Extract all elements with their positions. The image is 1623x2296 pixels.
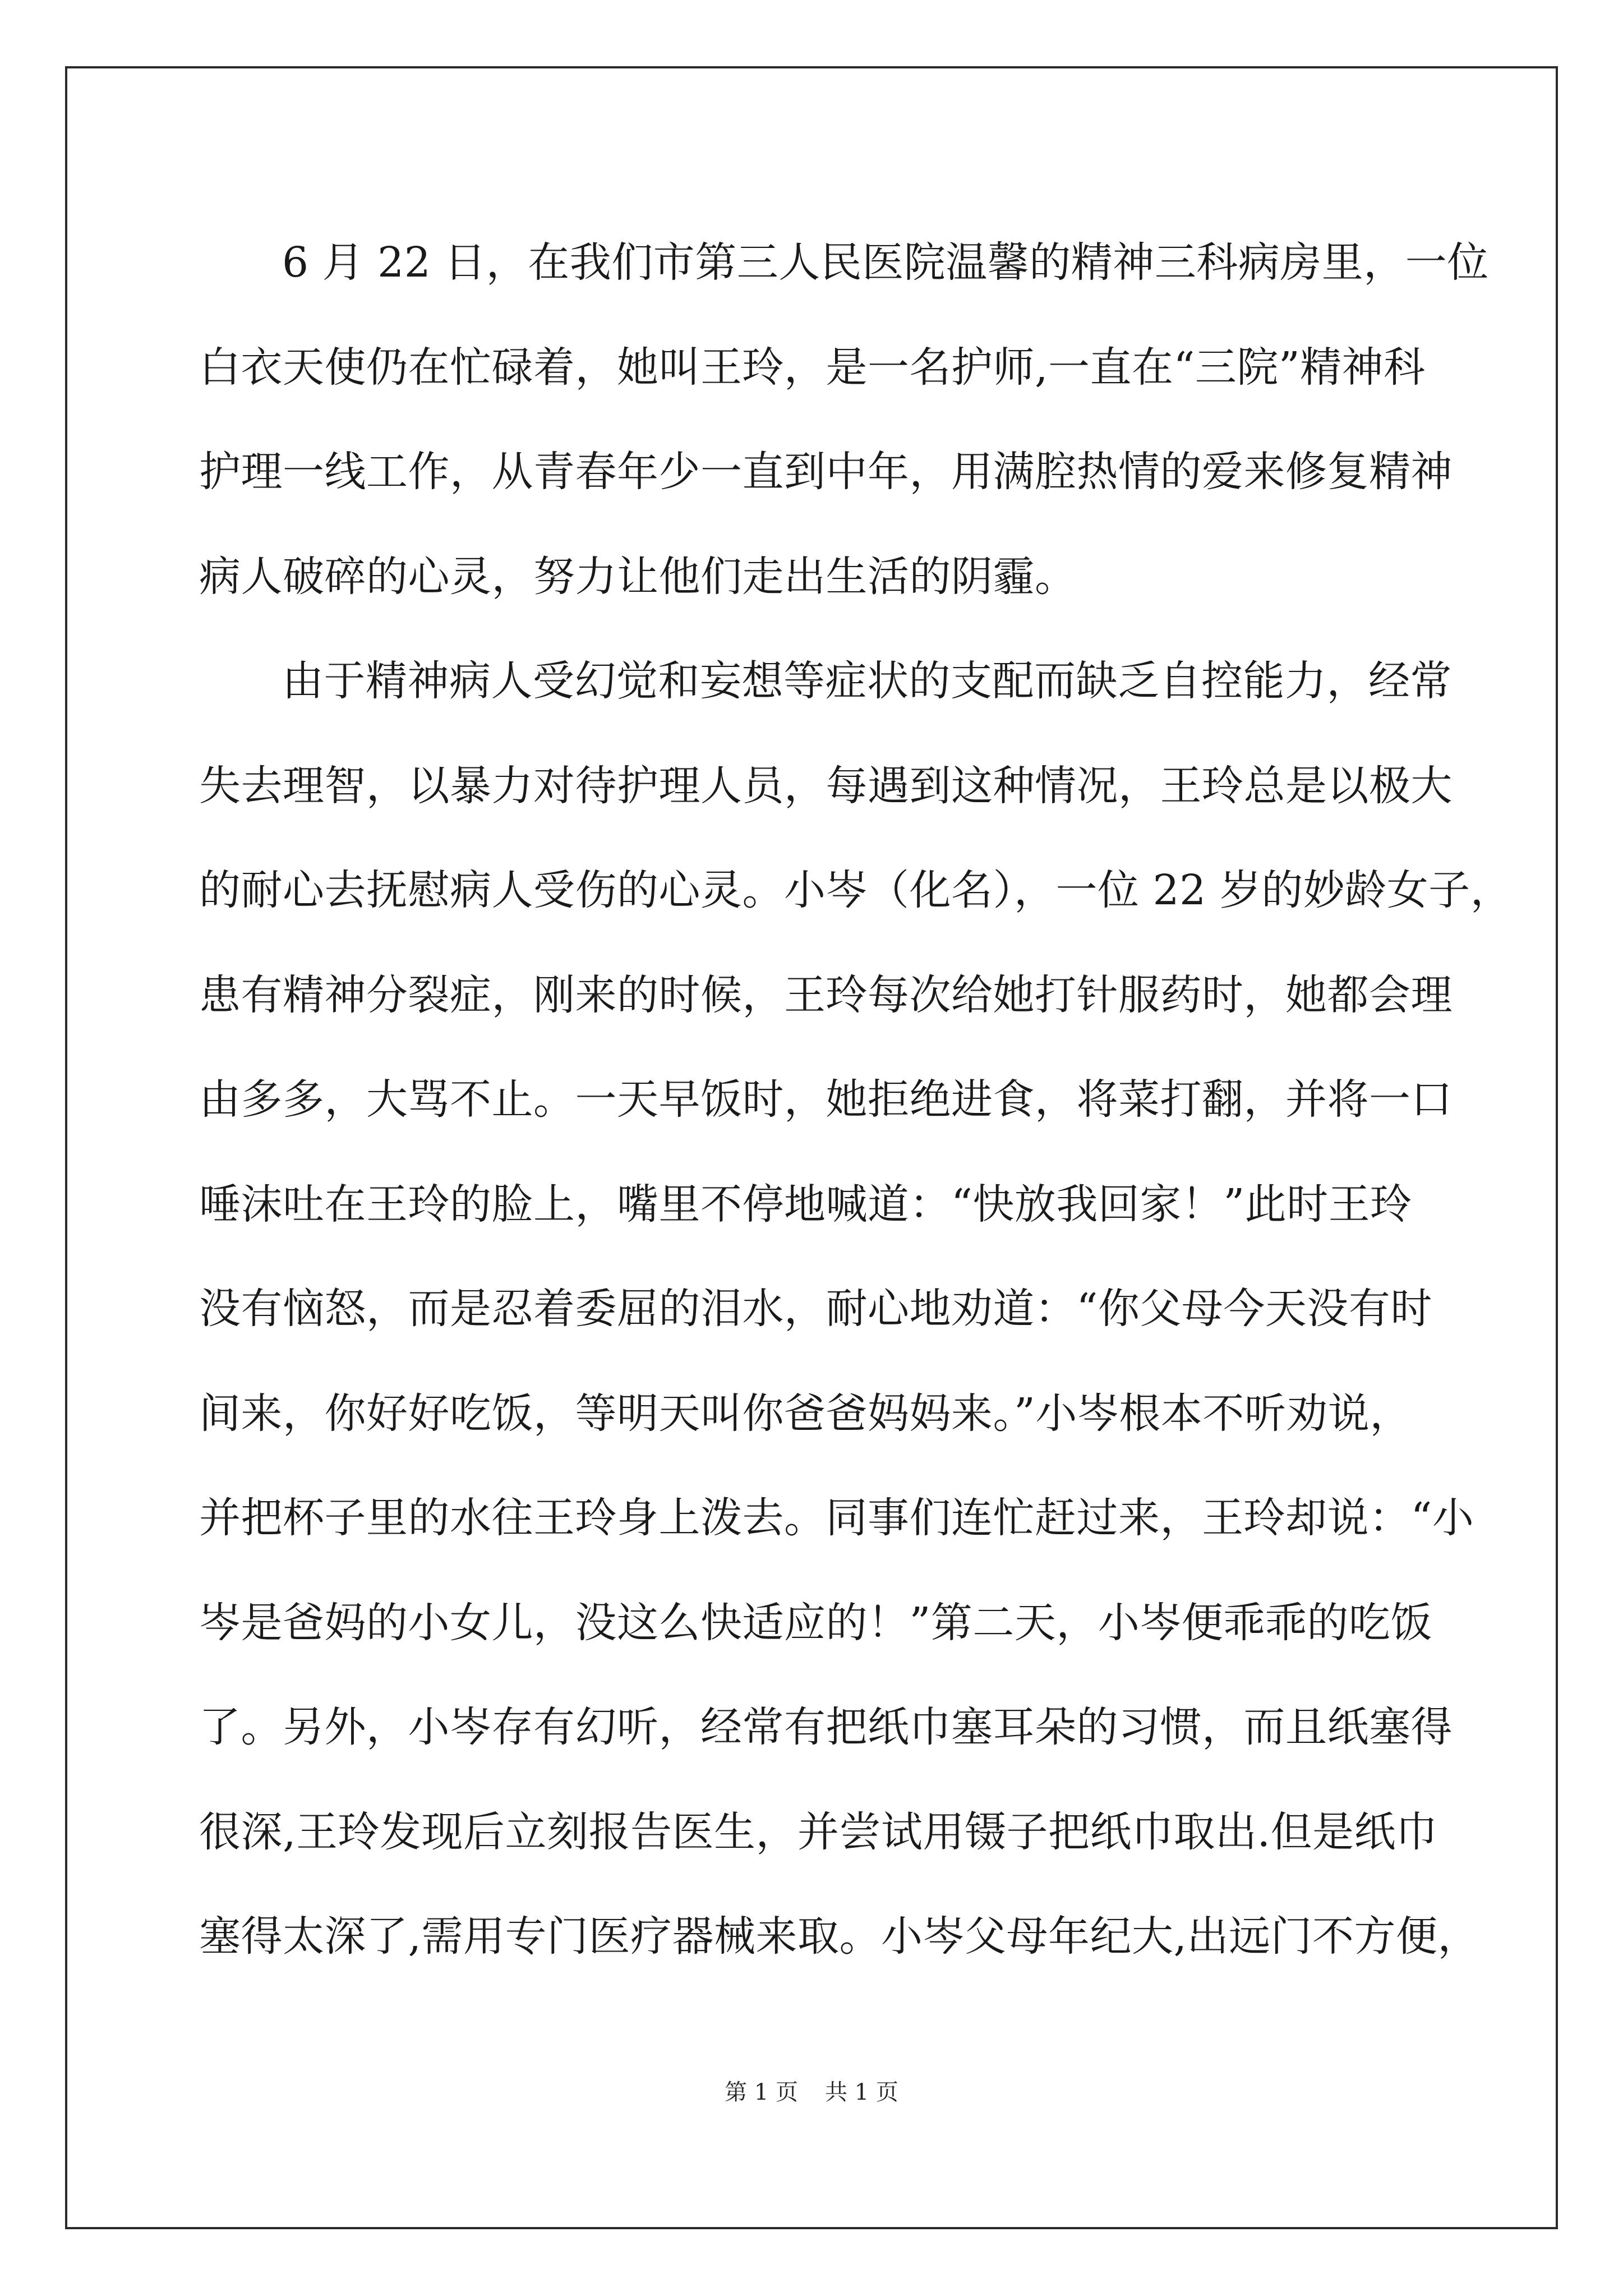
text-line: 由于精神病人受幻觉和妄想等症状的支配而缺乏自控能力，经常 xyxy=(282,657,1452,705)
page-number: 第 1 页 xyxy=(725,2079,798,2105)
text-line: 的耐心去抚慰病人受伤的心灵。小岑（化名），一位 22 岁的妙龄女子， xyxy=(199,866,1513,914)
document-body xyxy=(199,210,1513,1989)
text-line: 由多多，大骂不止。一天早饭时，她拒绝进食，将菜打翻，并将一口 xyxy=(199,1075,1453,1124)
text-line: 护理一线工作，从青春年少一直到中年，用满腔热情的爱来修复精神 xyxy=(199,448,1453,496)
text-line: 唾沫吐在王玲的脸上，嘴里不停地喊道：“快放我回家！”此时王玲 xyxy=(199,1180,1412,1228)
text-line: 病人破碎的心灵，努力让他们走出生活的阴霾。 xyxy=(199,552,1077,601)
text-line: 6 月 22 日，在我们市第三人民医院温馨的精神三科病房里，一位 xyxy=(282,238,1489,287)
text-line: 并把杯子里的水往王玲身上泼去。同事们连忙赶过来，王玲却说：“小 xyxy=(199,1494,1474,1542)
text-line: 了。另外，小岑存有幻听，经常有把纸巾塞耳朵的习惯，而且纸塞得 xyxy=(199,1703,1453,1751)
text-line: 间来，你好好吃饭，等明天叫你爸爸妈妈来。”小岑根本不听劝说， xyxy=(199,1389,1412,1438)
text-line: 失去理智，以暴力对待护理人员，每遇到这种情况，王玲总是以极大 xyxy=(199,761,1453,810)
text-line: 岑是爸妈的小女儿，没这么快适应的！”第二天，小岑便乖乖的吃饭 xyxy=(199,1598,1432,1647)
page-footer xyxy=(0,2078,1623,2106)
text-line: 塞得太深了,需用专门医疗器械来取。小岑父母年纪大,出远门不方便， xyxy=(199,1912,1480,1961)
text-line: 白衣天使仍在忙碌着，她叫王玲，是一名护师,一直在“三院”精神科 xyxy=(199,343,1426,392)
text-line: 患有精神分裂症，刚来的时候，王玲每次给她打针服药时，她都会理 xyxy=(199,970,1453,1019)
text-line: 很深,王玲发现后立刻报告医生，并尝试用镊子把纸巾取出.但是纸巾 xyxy=(199,1807,1438,1856)
page-total: 共 1 页 xyxy=(825,2079,898,2105)
text-line: 没有恼怒，而是忍着委屈的泪水，耐心地劝道：“你父母今天没有时 xyxy=(199,1285,1432,1333)
